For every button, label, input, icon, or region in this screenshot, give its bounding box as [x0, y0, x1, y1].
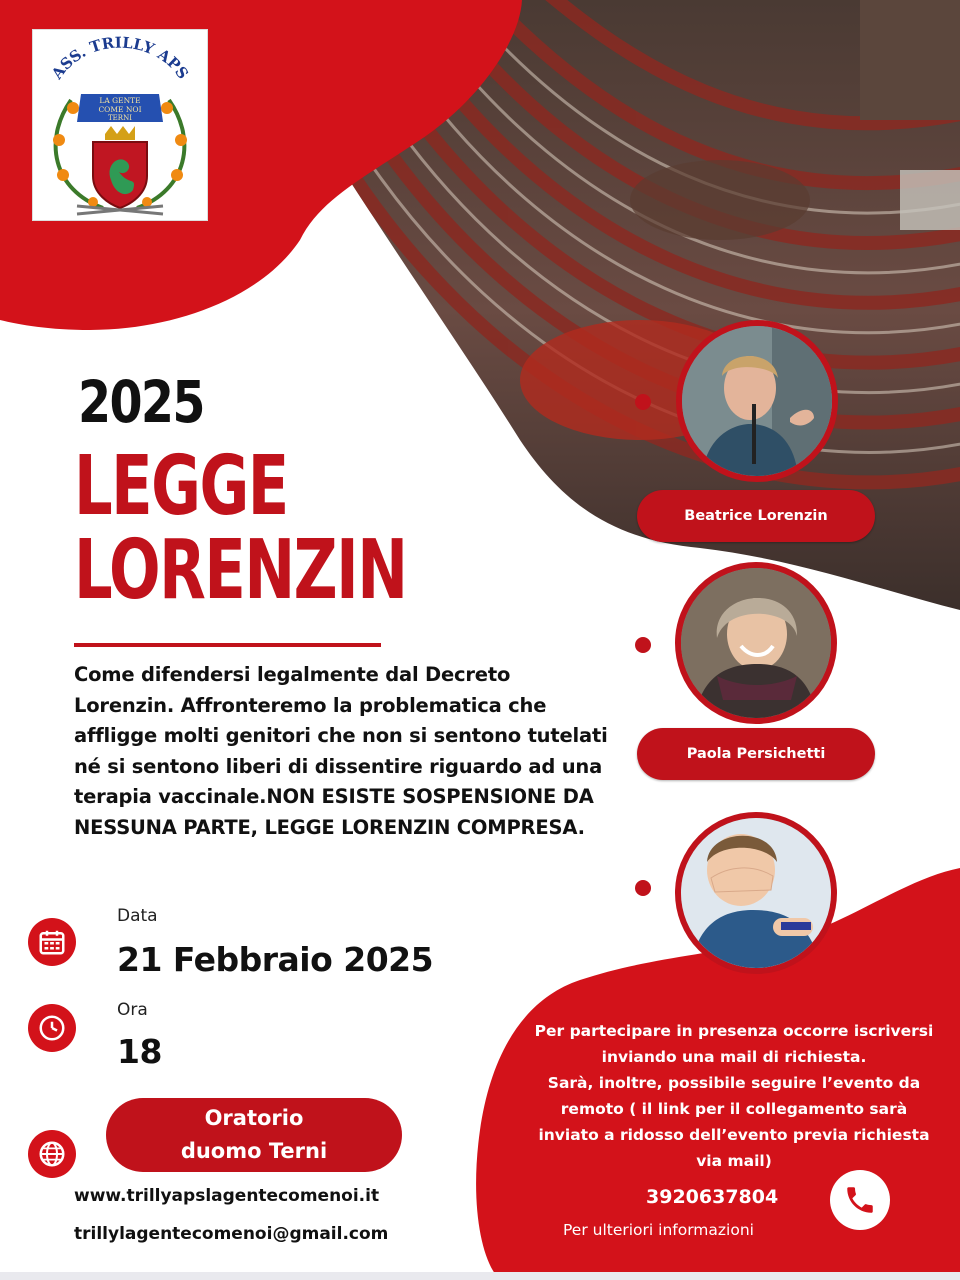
- speaker-bullet: [635, 394, 651, 410]
- calendar-icon: [28, 918, 76, 966]
- phone-number[interactable]: 3920637804: [646, 1186, 779, 1208]
- globe-icon: [28, 1130, 76, 1178]
- association-logo: [33, 30, 207, 220]
- event-year: 2025: [78, 368, 204, 436]
- date-label: Data: [117, 906, 158, 926]
- event-title: [74, 439, 407, 618]
- logo-motto-3: TERNI: [108, 114, 132, 122]
- participation-info: [524, 1018, 944, 1174]
- info-line-1: Per partecipare in presenza occorre iscriversi: [534, 1022, 934, 1040]
- phone-icon[interactable]: [830, 1170, 890, 1230]
- title-line-1: LEGGE: [74, 439, 288, 534]
- date-value: 21 Febbraio 2025: [117, 940, 434, 979]
- logo-org-name: ASS. TRILLY APS: [47, 33, 193, 83]
- email-link[interactable]: trillylagentecomenoi@gmail.com: [74, 1224, 389, 1244]
- venue-line-1: Oratorio: [204, 1106, 304, 1130]
- speaker-name-lorenzin: Beatrice Lorenzin: [637, 490, 875, 542]
- event-description: Come difendersi legalmente dal Decreto Lorenzin. Affronteremo la problematica che affligge molti genitori che non si sentono tutelati né si sentono liberi di dissentire riguardo ad una terapia vaccinale.NON ESISTE SOSPENSIONE DA NESSUNA PARTE, LEGGE LORENZIN COMPRESA.: [74, 663, 608, 839]
- info-line-4: remoto ( il link per il collegamento sarà: [560, 1100, 908, 1118]
- website-link[interactable]: www.trillyapslagentecomenoi.it: [74, 1186, 380, 1206]
- speaker-bullet: [635, 880, 651, 896]
- svg-text:ASS. TRILLY APS: [47, 34, 192, 84]
- title-line-2: LORENZIN: [74, 523, 407, 618]
- time-label: Ora: [117, 1000, 148, 1020]
- title-divider: [74, 643, 381, 647]
- logo-motto-2: COME NOI: [98, 105, 142, 114]
- speaker-name-persichetti: Paola Persichetti: [637, 728, 875, 780]
- info-line-5: inviato a ridosso dell’evento previa richiesta: [538, 1126, 930, 1144]
- info-line-2: inviando una mail di richiesta.: [601, 1048, 867, 1066]
- logo-motto-1: LA GENTE: [99, 96, 141, 105]
- venue-line-2: duomo Terni: [180, 1139, 328, 1163]
- vaccine-child-photo: [675, 812, 837, 974]
- time-value: 18: [117, 1032, 162, 1071]
- clock-icon: [28, 1004, 76, 1052]
- info-line-3: Sarà, inoltre, possibile seguire l’evento da: [547, 1074, 921, 1092]
- speaker-photo-persichetti: [675, 562, 837, 724]
- info-line-6: via mail): [696, 1152, 772, 1170]
- speaker-photo-lorenzin: [676, 320, 838, 482]
- more-info-label: Per ulteriori informazioni: [563, 1221, 754, 1239]
- speaker-bullet: [635, 637, 651, 653]
- venue-badge: [106, 1098, 402, 1172]
